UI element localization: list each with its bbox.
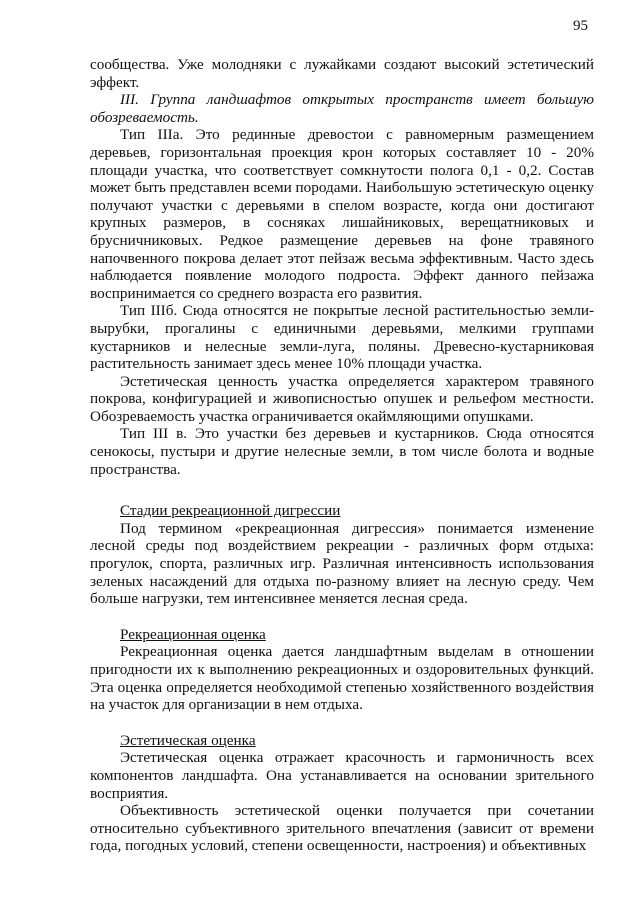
- paragraph-type-iiiv: Тип III в. Это участки без деревьев и кустарников. Сюда относятся сенокосы, пустыри и другие нелесные земли, в том числе болота и водные пространства.: [90, 425, 594, 478]
- paragraph-recreational-digression: Под термином «рекреационная дигрессия» понимается изменение лесной среды под воздействием рекреации - различных форм отдыха: прогулок, спорта, различных игр. Различная интенсивность использования зеленых насаждений для отдыха по-разному влияет на лесную среду. Чем больше нагрузки, тем интенсивнее меняется лесная среда.: [90, 519, 594, 608]
- paragraph-aesthetic-assessment: Эстетическая оценка отражает красочность и гармоничность всех компонентов ландшафта. Она устанавливается на основании зрительного восприятия.: [90, 749, 594, 802]
- spacer: [90, 714, 594, 732]
- paragraph-aesthetic-value: Эстетическая ценность участка определяется характером травяного покрова, конфигурацией и живописностью опушек и рельефом местности. Обозреваемость участка ограничивается окаймляющими опушками.: [90, 372, 594, 425]
- heading-aesthetic-assessment: Эстетическая оценка: [120, 731, 256, 749]
- paragraph-objectivity: Объективность эстетической оценки получается при сочетании относительно субъективного зрительного впечатления (зависит от времени года, погодных условий, степени освещенности, настроения) и объективных: [90, 802, 594, 855]
- paragraph-recreational-assessment: Рекреационная оценка дается ландшафтным выделам в отношении пригодности их к выполнению рекреационных и оздоровительных функций. Эта оценка определяется необходимой степенью хозяйственного воздействия на участок для организации в нем отдыха.: [90, 643, 594, 714]
- spacer: [90, 478, 594, 502]
- heading-recreational-assessment: Рекреационная оценка: [120, 625, 266, 643]
- page-body: [90, 56, 594, 855]
- heading-recreational-digression: Стадии рекреационной дигрессии: [120, 502, 341, 520]
- paragraph-type-iiia: Тип IIIа. Это рединные древостои с равномерным размещением деревьев, горизонтальная проекция крон которых составляет 10 - 20% площади участка, что соответствует сомкнутости полога 0,1 - 0,2. Состав может быть представлен всеми породами. Наибольшую эстетическую оценку получают участки с деревьями в спелом возрасте, когда они достигают крупных размеров, в сосняках лишайниковых, верещатниковых и брусничниковых. Редкое размещение деревьев на фоне травяного напочвенного покрова делает этот пейзаж весьма эффективным. Часто здесь наблюдается появление молодого подроста. Эффект данного пейзажа воспринимается со среднего возраста его развития.: [90, 126, 594, 302]
- page-number: 95: [573, 18, 588, 34]
- spacer: [90, 608, 594, 626]
- paragraph-group-iii-intro: III. Группа ландшафтов открытых пространств имеет большую обозреваемость.: [90, 91, 594, 126]
- paragraph-continuation: сообщества. Уже молодняки с лужайками создают высокий эстетический эффект.: [90, 56, 594, 91]
- paragraph-type-iiib: Тип IIIб. Сюда относятся не покрытые лесной растительностью земли-вырубки, прогалины с единичными деревьями, мелкими группами кустарников и нелесные земли-луга, поляны. Древесно-кустарниковая растительность занимает здесь менее 10% площади участка.: [90, 302, 594, 373]
